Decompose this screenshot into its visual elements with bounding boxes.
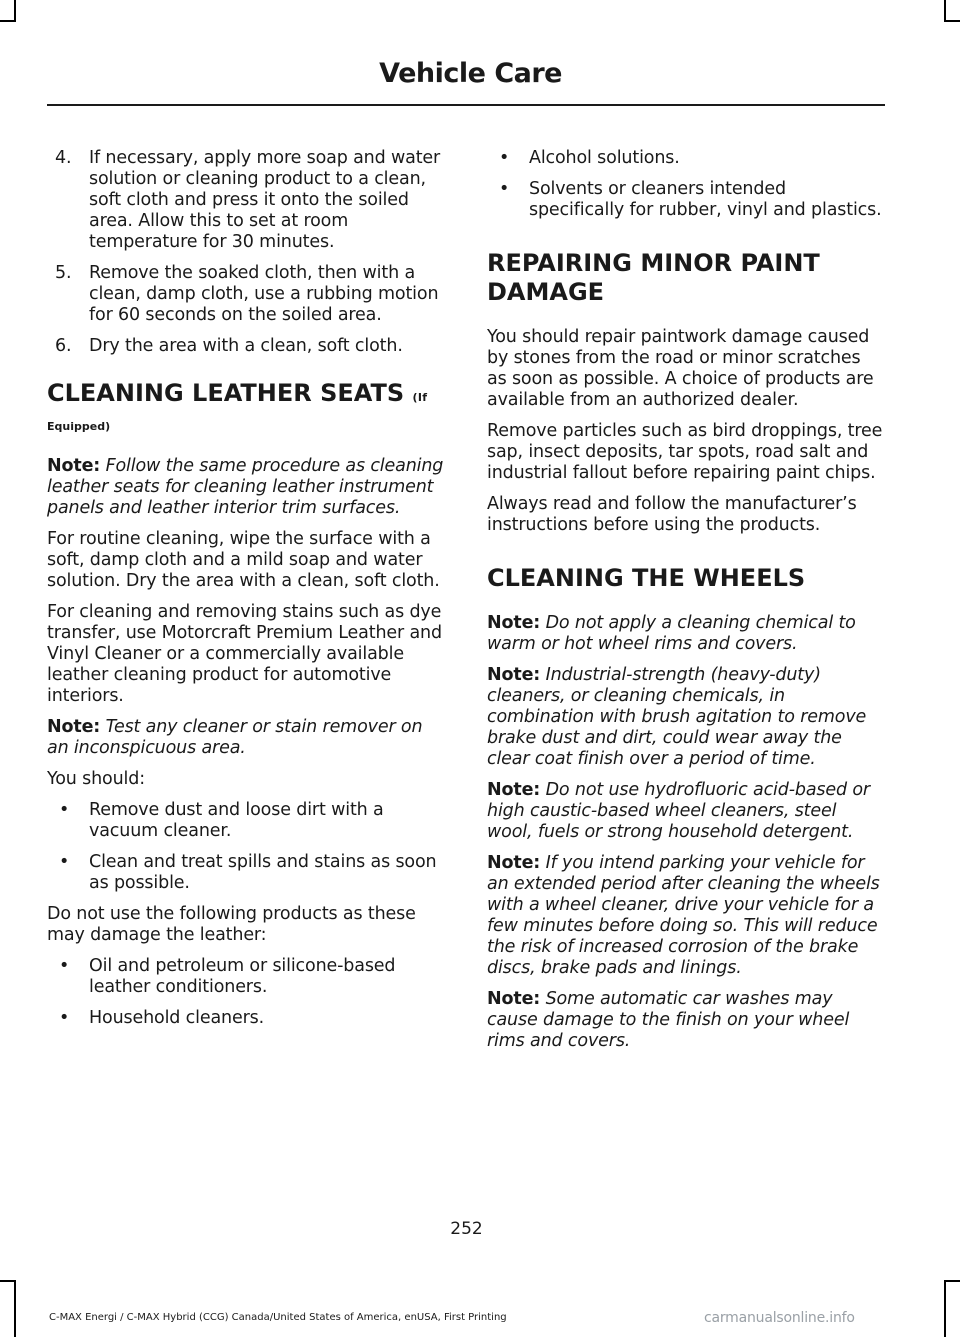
note-paragraph — [47, 456, 447, 519]
note-paragraph — [47, 717, 447, 759]
note-label: Note: — [47, 456, 101, 476]
step-number: 4. — [55, 148, 72, 168]
note-text: Industrial-strength (heavy-duty) cleaners, or cleaning chemicals, in combination with brush agitation to remove brake dust and dirt, could wear away the clear coat finish over a period of time. — [487, 665, 867, 769]
crop-mark-bottom-left-h — [0, 1280, 16, 1282]
watermark-link[interactable]: carmanualsonline.info — [704, 1310, 855, 1326]
note-text: Do not use hydrofluoric acid-based or high caustic-based wheel cleaners, steel wool, fuels or strong household detergent. — [487, 780, 870, 842]
list-item — [487, 179, 885, 221]
note-paragraph — [487, 989, 885, 1052]
note-text: Follow the same procedure as cleaning leather seats for cleaning leather instrument panels and leather interior trim surfaces. — [47, 456, 444, 518]
note-text: If you intend parking your vehicle for an extended period after cleaning the wheels with a wheel cleaner, drive your vehicle for a few minutes before doing so. This will reduce the risk of increased corrosion of the brake discs, brake pads and linings. — [487, 853, 880, 978]
list-item-text: Remove dust and loose dirt with a vacuum cleaner. — [89, 800, 384, 841]
list-item-text: Household cleaners. — [89, 1008, 265, 1028]
leather-heading-text: CLEANING LEATHER SEATS — [47, 379, 405, 407]
list-item — [47, 852, 447, 894]
step-text: Remove the soaked cloth, then with a clean, damp cloth, use a rubbing motion for 60 seconds on the soiled area. — [89, 263, 439, 325]
list-item-text: Clean and treat spills and stains as soon as possible. — [89, 852, 437, 893]
note-text: Test any cleaner or stain remover on an inconspicuous area. — [47, 717, 423, 758]
bullet-icon: • — [59, 852, 70, 872]
stains-paragraph: For cleaning and removing stains such as dye transfer, use Motorcraft Premium Leather and Vinyl Cleaner or a commercially available leather cleaning product for automotive interiors. — [47, 602, 442, 706]
note-text: Do not apply a cleaning chemical to warm or hot wheel rims and covers. — [487, 613, 856, 654]
do-not-use-paragraph: Do not use the following products as these may damage the leather: — [47, 904, 416, 945]
note-label: Note: — [487, 780, 541, 800]
note-label: Note: — [487, 665, 541, 685]
list-item — [47, 800, 447, 842]
paint-paragraph: Remove particles such as bird droppings, tree sap, insect deposits, tar spots, road salt and industrial fallout before repairing paint chips. — [487, 421, 883, 483]
crop-mark-bottom-right — [944, 1280, 946, 1337]
crop-mark-top-left — [14, 0, 16, 22]
paint-heading-line-2: DAMAGE — [487, 278, 605, 306]
crop-mark-bottom-right-h — [944, 1280, 960, 1282]
step-item — [47, 148, 447, 253]
step-item — [47, 263, 447, 326]
leather-heading-equipped: Equipped) — [47, 420, 111, 433]
crop-mark-top-right-h — [944, 20, 960, 22]
note-label: Note: — [47, 717, 101, 737]
list-item-text: Oil and petroleum or silicone-based leather conditioners. — [89, 956, 396, 997]
left-column — [47, 148, 447, 1039]
note-label: Note: — [487, 613, 541, 633]
step-item — [47, 336, 447, 357]
printing-info: C-MAX Energi / C-MAX Hybrid (CCG) Canada/United States of America, enUSA, First Printing — [49, 1312, 507, 1323]
note-text: Some automatic car washes may cause damage to the finish on your wheel rims and covers. — [487, 989, 850, 1051]
routine-paragraph: For routine cleaning, wipe the surface with a soft, damp cloth and a mild soap and water solution. Dry the area with a clean, soft cloth. — [47, 529, 440, 591]
leather-heading — [47, 379, 447, 434]
paint-paragraph: Always read and follow the manufacturer’s instructions before using the products. — [487, 494, 857, 535]
crop-mark-top-right — [944, 0, 946, 22]
note-paragraph — [487, 853, 885, 979]
note-paragraph — [487, 665, 885, 770]
list-item — [47, 1008, 447, 1029]
section-title: Vehicle Care — [379, 58, 562, 89]
step-number: 5. — [55, 263, 72, 283]
note-label: Note: — [487, 989, 541, 1009]
list-item-text: Alcohol solutions. — [529, 148, 680, 168]
right-column — [487, 148, 885, 1062]
paint-paragraph: You should repair paintwork damage caused by stones from the road or minor scratches as soon as possible. A choice of products are available from an authorized dealer. — [487, 327, 874, 410]
bullet-icon: • — [59, 800, 70, 820]
list-item-text: Solvents or cleaners intended specifically for rubber, vinyl and plastics. — [529, 179, 882, 220]
paint-heading — [487, 249, 885, 307]
step-text: Dry the area with a clean, soft cloth. — [89, 336, 403, 356]
you-should-paragraph: You should: — [47, 769, 145, 789]
wheels-heading: CLEANING THE WHEELS — [487, 564, 806, 592]
crop-mark-bottom-left — [14, 1280, 16, 1337]
list-item — [487, 148, 885, 169]
bullet-icon: • — [59, 956, 70, 976]
leather-heading-suffix: (If — [412, 391, 428, 404]
note-label: Note: — [487, 853, 541, 873]
crop-mark-top-left-h — [0, 20, 16, 22]
bullet-icon: • — [499, 148, 510, 168]
header-rule — [47, 104, 885, 106]
page-number: 252 — [450, 1219, 483, 1239]
paint-heading-line-1: REPAIRING MINOR PAINT — [487, 249, 820, 277]
list-item — [47, 956, 447, 998]
step-text: If necessary, apply more soap and water solution or cleaning product to a clean, soft cloth and press it onto the soiled area. Allow this to set at room temperature for 30 minutes. — [89, 148, 441, 252]
step-number: 6. — [55, 336, 72, 356]
note-paragraph — [487, 613, 885, 655]
bullet-icon: • — [59, 1008, 70, 1028]
bullet-icon: • — [499, 179, 510, 199]
note-paragraph — [487, 780, 885, 843]
